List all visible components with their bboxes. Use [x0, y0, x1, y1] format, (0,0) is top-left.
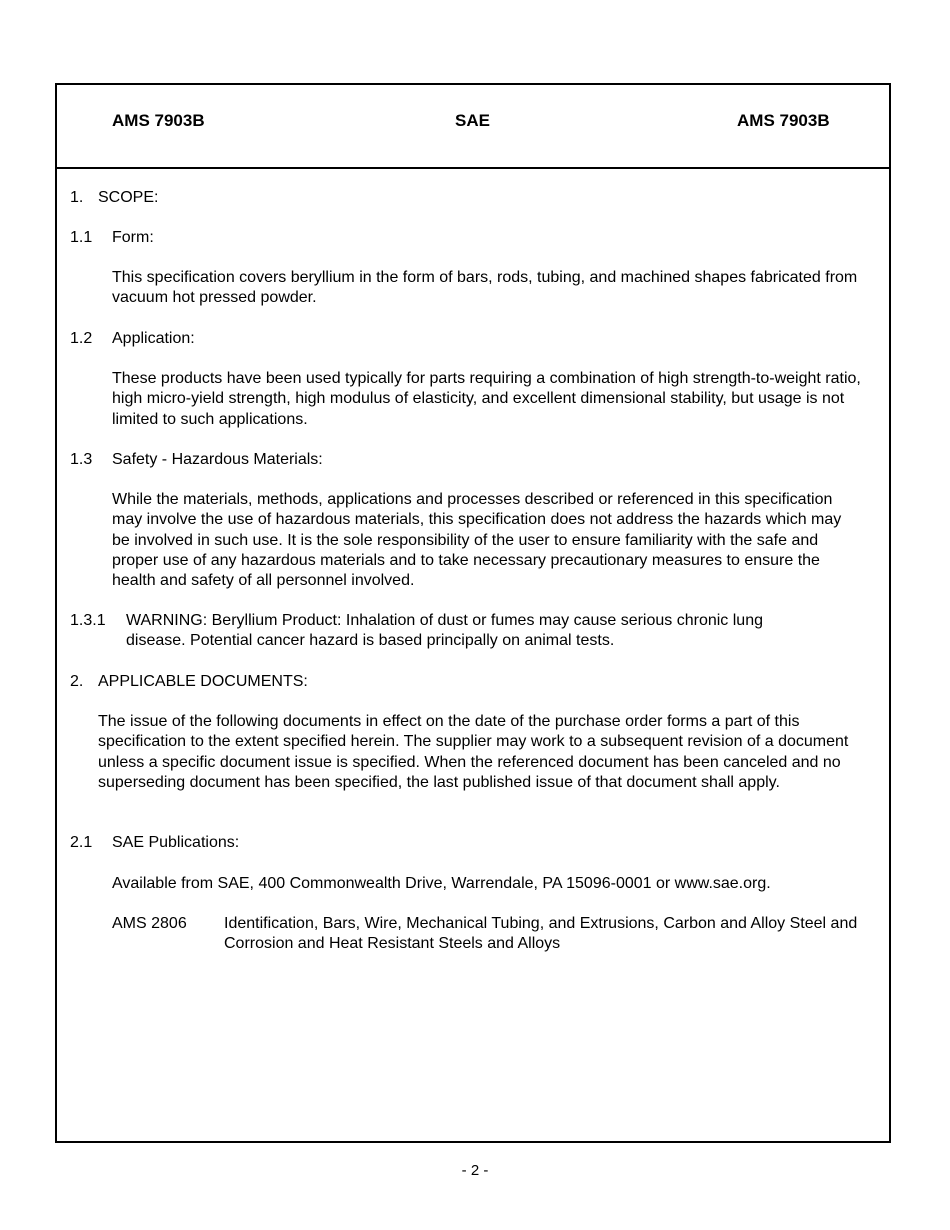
document-header	[57, 85, 889, 169]
section-1-2-number: 1.2	[70, 330, 93, 347]
section-1-3-title: Safety - Hazardous Materials:	[112, 451, 323, 468]
section-2-1-title: SAE Publications:	[112, 834, 240, 851]
reference-id: AMS 2806	[112, 915, 187, 932]
section-2-1-number: 2.1	[70, 834, 93, 851]
section-1-2-title: Application:	[112, 330, 195, 347]
section-1-1-number: 1.1	[70, 229, 93, 246]
section-1-title: SCOPE:	[98, 189, 159, 206]
section-2-1-body: Available from SAE, 400 Commonwealth Drive, Warrendale, PA 15096-0001 or www.sae.org.	[112, 875, 771, 892]
header-doc-number-left: AMS 7903B	[112, 111, 205, 130]
section-1-3-body: While the materials, methods, applications and processes described or referenced in this specification may involve the use of hazardous materials, this specification does not address the hazards which may be involved in such use. It is the sole responsibility of the user to ensure familiarity with the safe and proper use of any hazardous materials and to take necessary precautionary measures to ensure the health and safety of all personnel involved.	[112, 491, 842, 590]
header-doc-number-right: AMS 7903B	[737, 111, 830, 130]
section-1-number: 1.	[70, 189, 84, 206]
page-number: - 2 -	[461, 1162, 489, 1179]
section-2-number: 2.	[70, 673, 84, 690]
section-1-3-1-number: 1.3.1	[70, 612, 106, 629]
section-1-2-body: These products have been used typically for parts requiring a combination of high strength-to-weight ratio, high micro-yield strength, high modulus of elasticity, and excellent dimensional stability, but usage is not limited to such applications.	[112, 370, 861, 428]
section-1-1-body: This specification covers beryllium in the form of bars, rods, tubing, and machined shapes fabricated from vacuum hot pressed powder.	[112, 269, 858, 307]
section-2-body: The issue of the following documents in effect on the date of the purchase order forms a part of this specification to the extent specified herein. The supplier may work to a subsequent revision of a document unless a specific document issue is specified. When the referenced document has been canceled and no superseding document has been specified, the last published issue of that document shall apply.	[98, 713, 849, 791]
section-1-3-number: 1.3	[70, 451, 93, 468]
section-1-3-1-body: WARNING: Beryllium Product: Inhalation of dust or fumes may cause serious chronic lung disease. Potential cancer hazard is based principally on animal tests.	[126, 612, 763, 650]
header-organization: SAE	[455, 111, 490, 130]
section-1-1-title: Form:	[112, 229, 154, 246]
reference-title: Identification, Bars, Wire, Mechanical Tubing, and Extrusions, Carbon and Alloy Steel and Corrosion and Heat Resistant Steels and Alloys	[224, 915, 858, 953]
section-2-title: APPLICABLE DOCUMENTS:	[98, 673, 308, 690]
